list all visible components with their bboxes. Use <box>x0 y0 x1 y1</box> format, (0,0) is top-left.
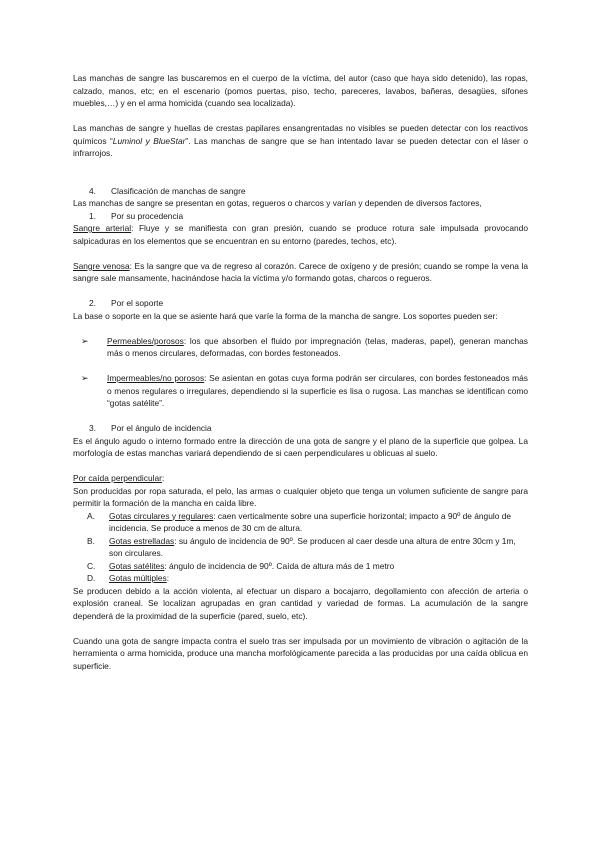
subsection-1-heading <box>73 210 528 223</box>
subsection-2-heading <box>73 297 528 310</box>
list-item-a-text <box>109 510 528 535</box>
list-item-d-term: Gotas múltiples <box>109 573 167 583</box>
reagents-text-b: ”. Las manchas de sangre que se han intentado lavar se pueden detectar con el láser o infrarrojos. <box>73 135 528 158</box>
paragraph-arterial <box>73 222 528 247</box>
arterial-term: Sangre arterial <box>73 223 132 233</box>
paragraph-reagents <box>73 122 528 160</box>
subsection-2-number: 2. <box>89 298 96 308</box>
reagents-italic: Luminol y BlueStar <box>112 135 186 146</box>
permeables-desc: : los que absorben el fluido por impregnación (telas, maderas, papel), generan manchas más o menos circulares, deformadas, con bordes festoneados. <box>107 335 528 358</box>
venosa-term: Sangre venosa <box>73 260 130 271</box>
list-item-a <box>73 510 528 535</box>
letter-c: C. <box>87 560 96 571</box>
permeables-term: Permeables/porosos <box>107 335 184 346</box>
permeables-text <box>107 335 528 360</box>
subsection-3-heading <box>73 422 528 435</box>
list-item-d <box>73 572 528 585</box>
list-item-b-term: Gotas estrelladas <box>109 535 175 546</box>
list-item-c-text <box>109 560 528 573</box>
impermeables-desc: : Se asientan en gotas cuya forma podrán ser circulares, con bordes festoneados más o menos regulares o irregulares, dependiendo si la superficie es lisa o rugosa. Las manchas se identifican como “gotas satélite”. <box>107 373 528 408</box>
list-item-b <box>73 535 528 560</box>
paragraph-venosa <box>73 260 528 285</box>
letter-b: B. <box>87 535 95 546</box>
list-item-d-desc: : <box>166 573 170 583</box>
subsection-1-number: 1. <box>89 210 96 221</box>
letter-a: A. <box>87 510 95 521</box>
subsection-3-title: Por el ángulo de incidencia <box>111 423 212 433</box>
section-4-heading <box>73 185 528 198</box>
list-item-c-desc: : ángulo de incidencia de 90º. Caída de altura más de 1 metro <box>164 560 395 571</box>
document-body <box>73 72 528 672</box>
list-item-c-term: Gotas satélites <box>109 560 165 571</box>
list-item-c <box>73 560 528 573</box>
reagents-text-a: Las manchas de sangre y huellas de crestas papilares ensangrentadas no visibles se pueden detectar con los reactivos químicos “ <box>73 123 528 146</box>
venosa-text: : Es la sangre que va de regreso al corazón. Carece de oxígeno y de presión; cuando se rompe la vena la sangre sale mansamente, hacinándose hacia la víctima y/o formando gotas, charcos o regueros. <box>73 260 529 283</box>
caida-heading <box>73 472 528 485</box>
impermeables-term: Impermeables/no porosos <box>107 373 205 383</box>
subsection-2-title: Por el soporte <box>111 298 164 308</box>
arrow-bullet-icon: ➢ <box>81 373 89 383</box>
bullet-impermeables <box>73 372 528 410</box>
letter-d: D. <box>87 573 96 583</box>
paragraph-multiples: Se producen debido a la acción violenta, al efectuar un disparo a bocajarro, degollamiento con afección de arteria o explosión craneal. Se localizan agrupadas en gran cantidad y variedad de formas. La acumulación de la sangre dependerá de la proximidad de la superficie (pared, suelo, etc). <box>73 585 528 621</box>
caida-colon: : <box>161 473 165 483</box>
subsection-3-number: 3. <box>89 423 96 433</box>
impermeables-text <box>107 372 528 410</box>
list-item-a-term: Gotas circulares y regulares <box>109 510 214 521</box>
paragraph-evidence-locations: Las manchas de sangre las buscaremos en el cuerpo de la víctima, del autor (caso que haya sido detenido), las ropas, calzado, manos, etc; en el escenario (pomos puertas, piso, techo, pareceres, lavabos, bañeras, desagües, sifones muebles,…) y en el arma homicida (cuando sea localizada). <box>73 73 528 108</box>
section-4-title: Clasificación de manchas de sangre <box>111 185 246 196</box>
section-4-number: 4. <box>89 185 96 196</box>
list-item-a-desc: : caen verticalmente sobre una superficie horizontal; impacto a 90º de ángulo de incidencia. Se produce a menos de 30 cm de altura. <box>109 510 512 533</box>
paragraph-soporte-intro: La base o soporte en la que se asiente hará que varíe la forma de la mancha de sangre. Los soportes pueden ser: <box>73 310 498 321</box>
bullet-permeables <box>73 335 528 360</box>
list-item-d-text <box>109 572 528 585</box>
paragraph-final: Cuando una gota de sangre impacta contra el suelo tras ser impulsada por un movimiento de vibración o agitación de la herramienta o arma homicida, produce una mancha morfológicamente parecida a las producidas por una caída oblicua en superficie. <box>73 635 528 671</box>
paragraph-angulo: Es el ángulo agudo o interno formado entre la dirección de una gota de sangre y el plano de la superficie que golpea. La morfología de estas manchas variará dependiendo de si caen perpendiculares u oblicuas al suelo. <box>73 435 528 458</box>
paragraph-caida: Son producidas por ropa saturada, el pelo, las armas o cualquier objeto que tenga un volumen suficiente de sangre para permitir la formación de la mancha en caída libre. <box>73 485 528 508</box>
arterial-text: : Fluye y se manifiesta con gran presión, cuando se produce rotura sale impulsada provocando salpicaduras en los elementos que se encuentran en su entorno (paredes, techos, etc). <box>73 223 528 246</box>
arrow-bullet-icon: ➢ <box>81 335 89 346</box>
subsection-1-title: Por su procedencia <box>111 210 184 221</box>
list-item-b-desc: : su ángulo de incidencia de 90º. Se producen al caer desde una altura de entre 30cm y 1m, son circulares. <box>109 535 516 558</box>
caida-term: Por caída perpendicular <box>73 473 162 483</box>
classification-intro: Las manchas de sangre se presentan en gotas, regueros o charcos y varían y dependen de diversos factores, <box>73 198 482 208</box>
list-item-b-text <box>109 535 528 560</box>
